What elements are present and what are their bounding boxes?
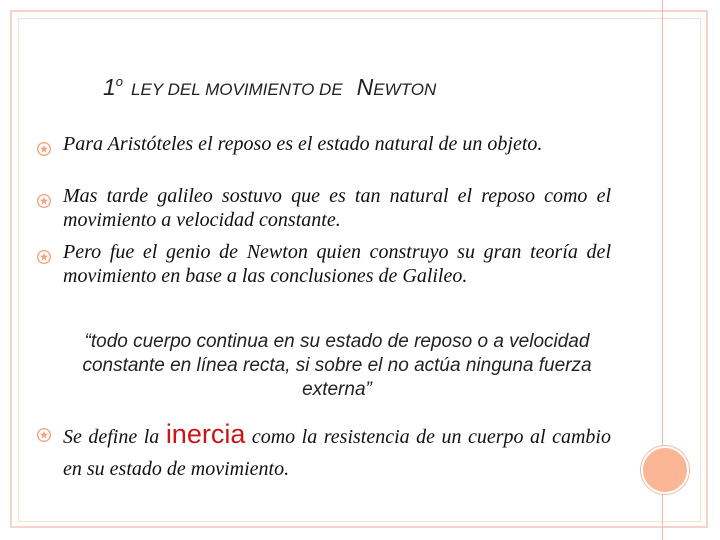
bullet-star-icon (37, 194, 51, 208)
title-degree: o (115, 74, 124, 89)
inertia-bullet-text (63, 418, 611, 485)
bullet-star-icon (37, 142, 51, 156)
bullet-text: Pero fue el genio de Newton quien construyo su gran teoría del movimiento en base a las conclusiones de Galileo. (63, 241, 611, 287)
bullet-star-icon (37, 428, 51, 442)
title-name-initial: N (356, 74, 374, 100)
title-number: 1 (103, 74, 116, 100)
title-text: LEY DEL MOVIMIENTO DE (131, 80, 343, 99)
inertia-text-before: Se define la (63, 426, 166, 448)
title-name-rest: EWTON (373, 80, 437, 99)
inertia-highlight: inercia (165, 419, 246, 449)
newton-quote: “todo cuerpo continua en su estado de reposo o a velocidad constante en línea recta, si sobre el no actúa ninguna fuerza externa” (82, 331, 592, 400)
bullet-text: Mas tarde galileo sostuvo que es tan natural el reposo como el movimiento a velocidad constante. (63, 185, 611, 231)
bullet-star-icon (37, 250, 51, 264)
bullet-text: Para Aristóteles el reposo es el estado natural de un objeto. (63, 133, 543, 155)
inertia-text-after: como la resistencia de un cuerpo al cambio en su estado de movimiento. (63, 426, 611, 480)
decorative-circle (641, 446, 689, 494)
slide-title (103, 74, 436, 101)
